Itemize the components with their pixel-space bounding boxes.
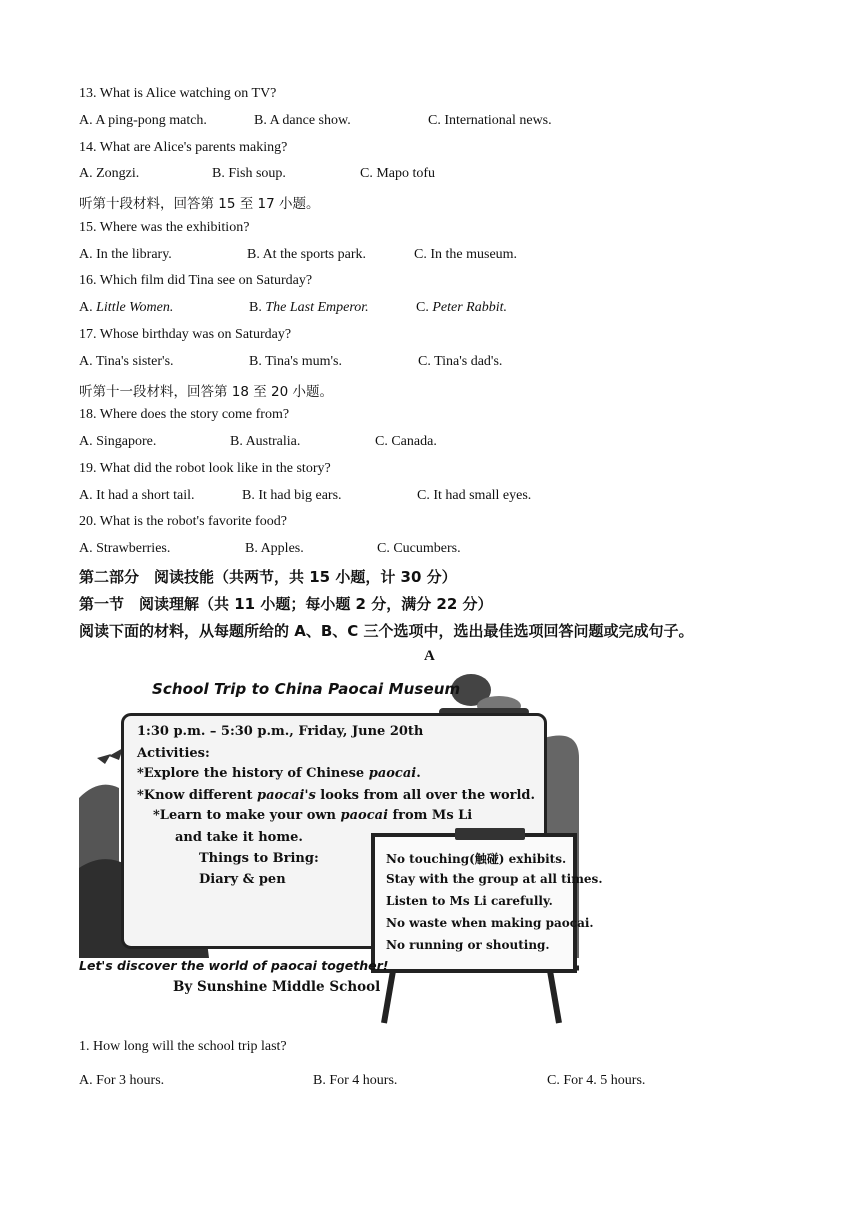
activity-3-continued: and take it home. [175,830,303,845]
rule-1: No touching(触碰) exhibits. [386,852,567,866]
things-to-bring-items: Diary & pen [199,872,286,887]
question-19: 19. What did the robot look like in the story? [79,461,331,476]
question-1: 1. How long will the school trip last? [79,1039,287,1054]
question-18: 18. Where does the story come from? [79,407,290,422]
q17-option-b: B. Tina's mum's. [249,354,342,369]
q16-option-c [416,300,507,316]
q18-option-b: B. Australia. [230,434,301,449]
listen-instruction-10: 听第十段材料，回答第 15 至 17 小题。 [79,196,320,212]
question-16: 16. Which film did Tina see on Saturday? [79,273,313,288]
rule-3: Listen to Ms Li carefully. [386,894,553,908]
q18-option-c: C. Canada. [375,434,437,449]
activity-1-paocai: paocai [368,766,417,781]
q15-option-a: A. In the library. [79,247,172,262]
part-two-heading: 第二部分 阅读技能（共两节，共 15 小题，计 30 分） [79,568,457,586]
activity-2 [137,788,535,803]
activities-label: Activities: [137,746,210,761]
question-15: 15. Where was the exhibition? [79,220,250,235]
activity-3 [153,808,472,823]
easel-leg-right [549,965,559,1023]
poster-title: School Trip to China Paocai Museum [152,680,461,698]
q20-option-c: C. Cucumbers. [377,541,461,556]
rule-2: Stay with the group at all times. [386,872,603,886]
q14-option-c: C. Mapo tofu [360,166,436,181]
q19-option-c: C. It had small eyes. [417,488,532,503]
activity-2-text: *Know different [137,788,258,803]
question-17: 17. Whose birthday was on Saturday? [79,327,292,342]
activity-2-paocai: paocai's [257,788,316,803]
q19-option-a: A. It had a short tail. [79,488,195,503]
poster-time: 1:30 p.m. – 5:30 p.m., Friday, June 20th [137,724,424,739]
q17-option-c: C. Tina's dad's. [418,354,503,369]
q15-option-c: C. In the museum. [414,247,518,262]
q14-option-b: B. Fish soup. [212,166,286,181]
q16-option-a-letter: A. [79,300,97,315]
poster-organizer: By Sunshine Middle School [173,979,381,995]
q19-option-b: B. It had big ears. [242,488,342,503]
q1-option-c: C. For 4. 5 hours. [547,1073,646,1088]
q14-option-a: A. Zongzi. [79,166,140,181]
activity-1 [137,766,421,781]
q1-option-b: B. For 4 hours. [313,1073,398,1088]
question-14: 14. What are Alice's parents making? [79,140,288,155]
bird-icon [97,748,123,764]
q16-option-a-title: Little Women. [96,300,174,315]
activity-1-end: . [416,766,421,781]
q15-option-b: B. At the sports park. [247,247,366,262]
activity-3-end: from Ms Li [388,808,473,823]
easel-leg-left [384,965,394,1023]
rules-sign-header [455,828,525,840]
q16-option-b [249,300,369,316]
q16-option-b-title: The Last Emperor. [265,300,369,315]
activity-3-paocai: paocai [340,808,389,823]
q16-option-b-letter: B. [249,300,266,315]
q13-option-b: B. A dance show. [254,113,351,128]
q20-option-a: A. Strawberries. [79,541,171,556]
question-13: 13. What is Alice watching on TV? [79,86,277,101]
section-one-heading: 第一节 阅读理解（共 11 小题；每小题 2 分，满分 22 分） [79,595,493,613]
question-20: 20. What is the robot's favorite food? [79,514,287,529]
poster-slogan: Let's discover the world of paocai together! [79,958,389,973]
rule-4: No waste when making paocai. [386,916,594,930]
q16-option-c-letter: C. [416,300,433,315]
q16-option-c-title: Peter Rabbit. [432,300,507,315]
activity-2-end: looks from all over the world. [315,788,536,803]
rule-5: No running or shouting. [386,938,550,952]
q18-option-a: A. Singapore. [79,434,157,449]
q1-option-a: A. For 3 hours. [79,1073,165,1088]
q17-option-a: A. Tina's sister's. [79,354,174,369]
q16-option-a [79,300,173,316]
activity-1-text: *Explore the history of Chinese [137,766,369,781]
q13-option-c: C. International news. [428,113,552,128]
school-trip-poster [79,668,603,1026]
section-letter: A [424,648,435,664]
q20-option-b: B. Apples. [245,541,304,556]
q13-option-a: A. A ping-pong match. [79,113,207,128]
reading-instruction: 阅读下面的材料，从每题所给的 A、B、C 三个选项中，选出最佳选项回答问题或完成句子。 [79,622,694,640]
activity-3-text: *Learn to make your own [153,808,341,823]
listen-instruction-11: 听第十一段材料，回答第 18 至 20 小题。 [79,384,334,400]
things-to-bring-label: Things to Bring: [199,851,319,866]
